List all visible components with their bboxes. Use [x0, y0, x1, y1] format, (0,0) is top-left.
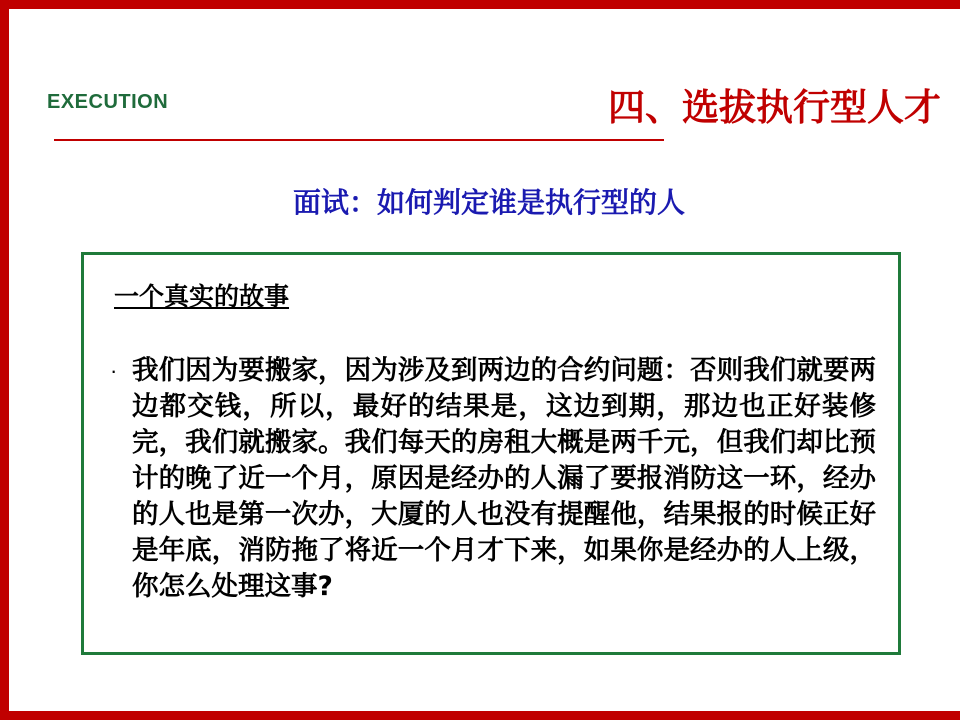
story-body-text: 我们因为要搬家，因为涉及到两边的合约问题：否则我们就要两边都交钱，所以，最好的结果是，这边到期，那边也正好装修完，我们就搬家。我们每天的房租大概是两千元，但我们却比预计的晚了近一个月，原因是经办的人漏了要报消防这一环，经办的人也是第一次办，大厦的人也没有提醒他，结果报的时候正好是年底，消防拖了将近一个月才下来，如果你是经办的人上级，你怎么处理这事? — [132, 355, 876, 602]
slide-header — [9, 81, 960, 141]
story-heading: 一个真实的故事 — [114, 282, 290, 311]
eyebrow-label: EXECUTION — [47, 91, 169, 113]
bullet-marker-icon: · — [110, 358, 118, 383]
slide-subtitle: 面试：如何判定谁是执行型的人 — [292, 186, 685, 219]
story-content-box — [81, 252, 901, 655]
title-divider — [54, 139, 664, 141]
page-title: 四、选拔执行型人才 — [608, 86, 941, 129]
slide-content-area — [9, 9, 960, 711]
story-bullet-item — [106, 353, 876, 605]
